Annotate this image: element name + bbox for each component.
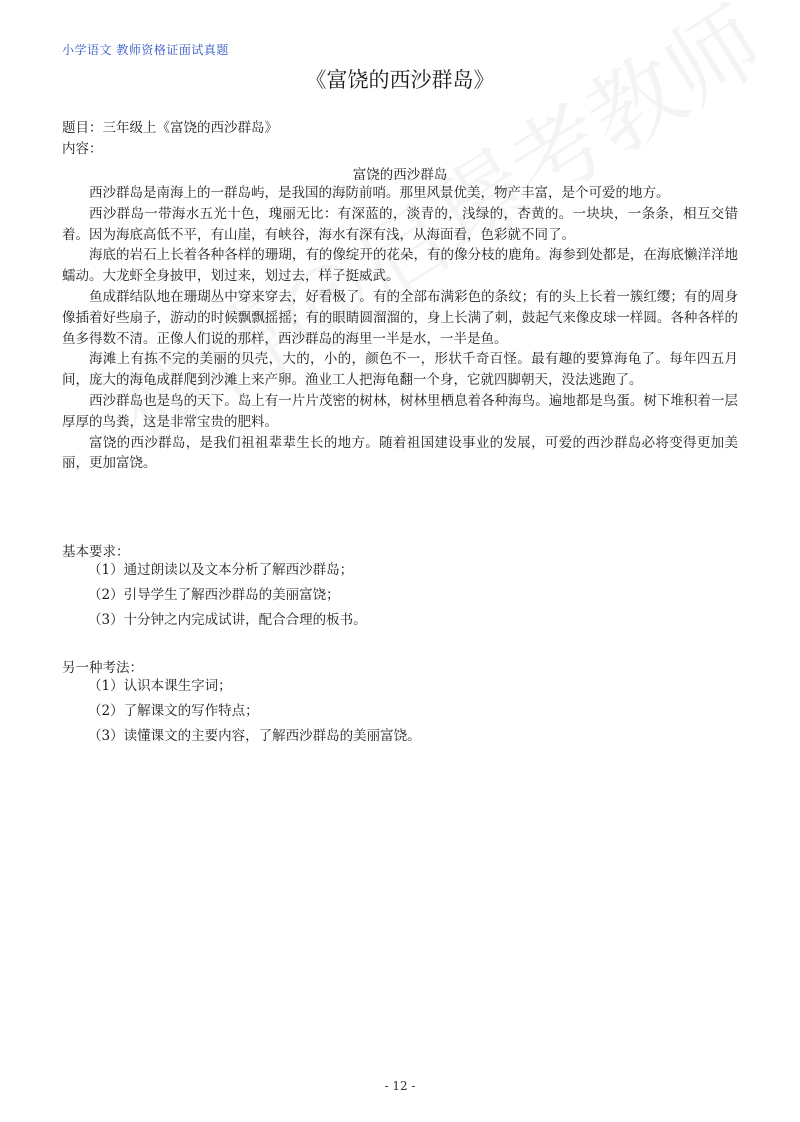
paragraph: 富饶的西沙群岛，是我们祖祖辈辈生长的地方。随着祖国建设事业的发展，可爱的西沙群岛必将变得更加美丽，更加富饶。 bbox=[62, 434, 738, 472]
list-item: （2）了解课文的写作特点； bbox=[88, 703, 259, 719]
content-label: 内容： bbox=[62, 141, 103, 157]
basic-requirements-label: 基本要求： bbox=[62, 544, 130, 560]
document-title: 《富饶的西沙群岛》 bbox=[305, 68, 495, 92]
passage-title: 富饶的西沙群岛 bbox=[352, 167, 448, 183]
list-item: （3）读懂课文的主要内容，了解西沙群岛的美丽富饶。 bbox=[88, 728, 421, 744]
paragraph: 西沙群岛一带海水五光十色，瑰丽无比：有深蓝的，淡青的，浅绿的，杏黄的。一块块，一条条，相互交错着。因为海底高低不平，有山崖，有峡谷，海水有深有浅，从海面看，色彩就不同了。 bbox=[62, 205, 738, 243]
paragraph: 海滩上有拣不完的美丽的贝壳，大的，小的，颜色不一，形状千奇百怪。最有趣的要算海龟了。每年四五月间，庞大的海龟成群爬到沙滩上来产卵。渔业工人把海龟翻一个身，它就四脚朝天，没法逃跑了。 bbox=[62, 351, 738, 389]
list-item: （1）通过朗读以及文本分析了解西沙群岛； bbox=[88, 562, 354, 578]
page-number: - 12 - bbox=[384, 1079, 416, 1093]
list-item: （3）十分钟之内完成试讲，配合合理的板书。 bbox=[88, 612, 367, 628]
paragraph: 西沙群岛也是鸟的天下。岛上有一片片茂密的树林，树林里栖息着各种海鸟。遍地都是鸟蛋。树下堆积着一层厚厚的鸟粪，这是非常宝贵的肥料。 bbox=[62, 392, 738, 430]
alternative-list bbox=[88, 674, 421, 749]
list-item: （1）认识本课生字词； bbox=[88, 678, 232, 694]
paragraph: 鱼成群结队地在珊瑚丛中穿来穿去，好看极了。有的全部布满彩色的条纹；有的头上长着一簇红缨；有的周身像插着好些扇子，游动的时候飘飘摇摇；有的眼睛圆溜溜的，身上长满了刺，鼓起气来像皮球一样圆。各种各样的鱼多得数不清。正像人们说的那样，西沙群岛的海里一半是水，一半是鱼。 bbox=[62, 288, 738, 347]
paragraph: 西沙群岛是南海上的一群岛屿，是我国的海防前哨。那里风景优美，物产丰富，是个可爱的地方。 bbox=[89, 185, 670, 201]
basic-requirements-list bbox=[88, 558, 367, 633]
paragraph: 海底的岩石上长着各种各样的珊瑚，有的像绽开的花朵，有的像分枝的鹿角。海参到处都是，在海底懒洋洋地蠕动。大龙虾全身披甲，划过来，划过去，样子挺威武。 bbox=[62, 247, 738, 285]
list-item: （2）引导学生了解西沙群岛的美丽富饶； bbox=[88, 587, 340, 603]
topic-line: 题目：三年级上《富饶的西沙群岛》 bbox=[62, 120, 278, 136]
alternative-label: 另一种考法： bbox=[62, 660, 143, 676]
header-label: 小学语文 教师资格证面试真题 bbox=[62, 43, 229, 57]
passage-body bbox=[62, 183, 738, 474]
